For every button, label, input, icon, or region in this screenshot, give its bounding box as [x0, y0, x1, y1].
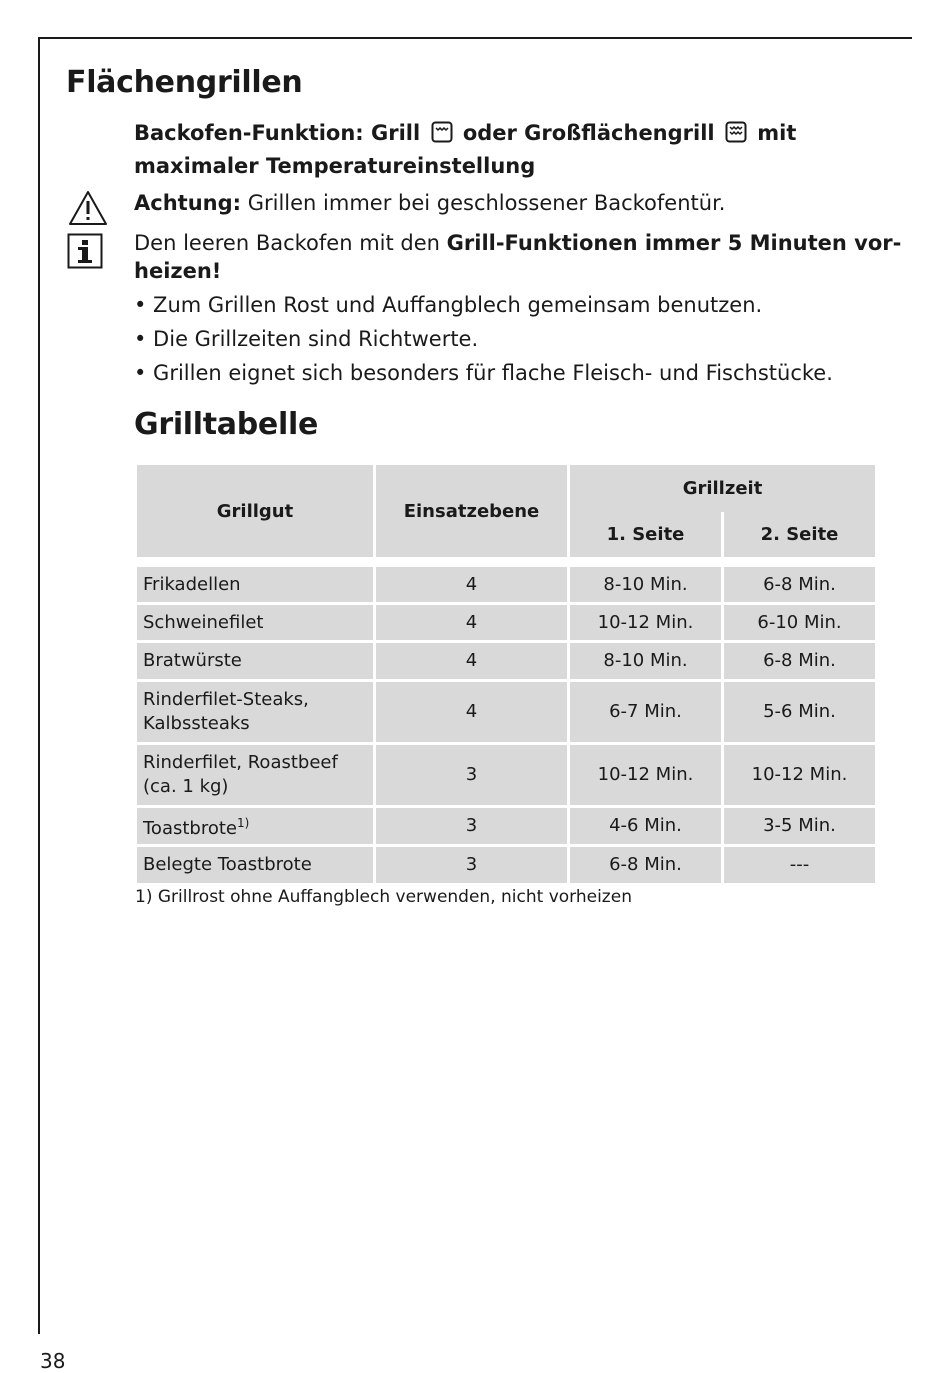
page-frame-top-rule: [38, 37, 912, 39]
grill-symbol-icon: [431, 121, 453, 151]
cell-level: 3: [375, 846, 569, 885]
cell-food: Bratwürste: [136, 642, 375, 681]
preheat-prefix: Den leeren Backofen mit den: [134, 231, 447, 255]
header-side-2: 2. Seite: [723, 512, 877, 559]
cell-side-1: 8-10 Min.: [569, 642, 723, 681]
grill-table: [134, 462, 878, 886]
table-title: Grilltabelle: [134, 407, 318, 442]
cell-level: 3: [375, 807, 569, 846]
function-prefix: Backofen-Funktion: Grill: [134, 121, 421, 145]
cell-food-line-1: Rinderfilet-Steaks,: [143, 689, 309, 710]
warning-label: Achtung:: [134, 191, 242, 215]
cell-side-1: 6-8 Min.: [569, 846, 723, 885]
cell-side-2: 6-10 Min.: [723, 604, 877, 642]
table-row: [136, 604, 877, 642]
function-middle: oder Großflächengrill: [462, 121, 715, 145]
page-frame-left-rule: [38, 37, 40, 1334]
header-side-1: 1. Seite: [569, 512, 723, 559]
page-number: 38: [40, 1349, 66, 1373]
header-time: Grillzeit: [569, 464, 877, 512]
warning-text: Grillen immer bei geschlossener Backofentür.: [241, 191, 726, 215]
cell-side-1: 10-12 Min.: [569, 744, 723, 807]
cell-side-2: 3-5 Min.: [723, 807, 877, 846]
function-suffix: mit: [757, 121, 797, 145]
large-grill-symbol-icon: [725, 121, 747, 151]
cell-level: 4: [375, 642, 569, 681]
cell-food: Belegte Toastbrote: [136, 846, 375, 885]
cell-food: Frikadellen: [136, 566, 375, 604]
table-row: [136, 744, 877, 807]
warning-paragraph: [134, 189, 894, 217]
cell-food: [136, 681, 375, 744]
preheat-bold-line-2: heizen!: [134, 259, 222, 283]
warning-triangle-icon: [67, 189, 109, 231]
table-row: [136, 681, 877, 744]
table-footnote: 1) Grillrost ohne Auffangblech verwenden, nicht vorheizen: [135, 887, 632, 907]
footnote-marker: 1): [237, 816, 250, 830]
bullet-item: • Grillen eignet sich besonders für flache Fleisch- und Fischstücke.: [134, 361, 833, 385]
cell-side-1: 10-12 Min.: [569, 604, 723, 642]
cell-food-line-2: (ca. 1 kg): [143, 776, 229, 797]
cell-side-1: 8-10 Min.: [569, 566, 723, 604]
cell-level: 3: [375, 744, 569, 807]
cell-side-1: 4-6 Min.: [569, 807, 723, 846]
function-line-2: maximaler Temperatureinstellung: [134, 154, 536, 178]
header-food: Grillgut: [136, 464, 375, 559]
cell-food: Schweinefilet: [136, 604, 375, 642]
preheat-bold-line-1: Grill-Funktionen immer 5 Minuten vor-: [446, 231, 902, 255]
section-title: Flächengrillen: [66, 65, 303, 100]
cell-food: [136, 744, 375, 807]
cell-level: 4: [375, 681, 569, 744]
bullet-item: • Die Grillzeiten sind Richtwerte.: [134, 327, 479, 351]
cell-side-2: 5-6 Min.: [723, 681, 877, 744]
oven-function-instruction: [134, 118, 894, 181]
header-level: Einsatzebene: [375, 464, 569, 559]
cell-food-line-2: Kalbssteaks: [143, 713, 250, 734]
table-row: [136, 846, 877, 885]
bullet-item: • Zum Grillen Rost und Auffangblech gemeinsam benutzen.: [134, 293, 763, 317]
cell-side-2: ---: [723, 846, 877, 885]
table-row: [136, 642, 877, 681]
cell-level: 4: [375, 566, 569, 604]
cell-side-2: 6-8 Min.: [723, 642, 877, 681]
info-icon: [67, 233, 103, 273]
cell-side-2: 6-8 Min.: [723, 566, 877, 604]
cell-side-1: 6-7 Min.: [569, 681, 723, 744]
table-row: [136, 807, 877, 846]
cell-food-text: Toastbrote: [143, 818, 237, 839]
cell-level: 4: [375, 604, 569, 642]
cell-side-2: 10-12 Min.: [723, 744, 877, 807]
cell-food: [136, 807, 375, 846]
cell-food-line-1: Rinderfilet, Roastbeef: [143, 752, 338, 773]
table-row: [136, 566, 877, 604]
preheat-paragraph: [134, 229, 902, 285]
